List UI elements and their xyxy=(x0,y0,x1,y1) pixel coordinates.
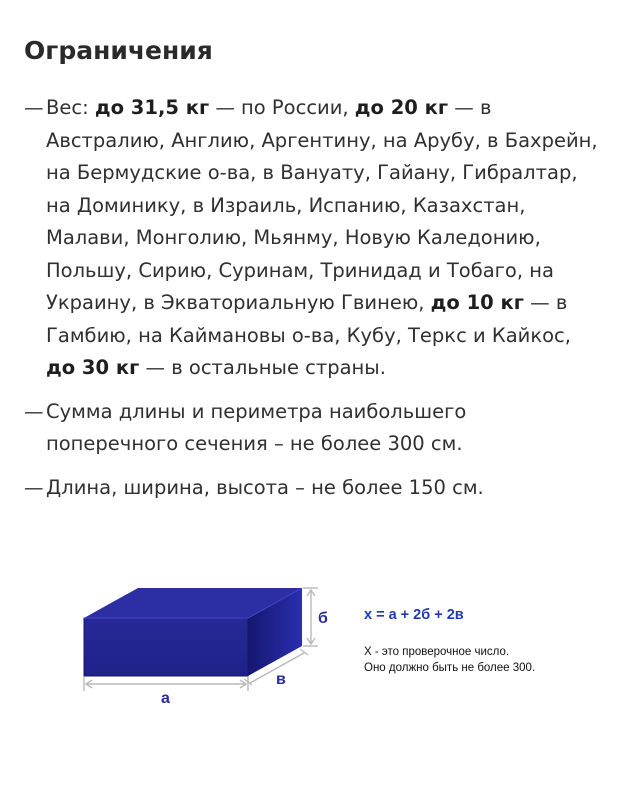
weight-text-4: — в Гамбию, на Каймановы о-ва, Кубу, Теркс и Кайкос, xyxy=(46,291,571,347)
weight-text-1: Вес: xyxy=(46,96,95,119)
weight-text-2: — по России, xyxy=(209,96,355,119)
weight-text-3: — в Австралию, Англию, Аргентину, на Арубу, в Бахрейн, на Бермудские о-ва, в Вануату, Гайану, Гибралтар, на Доминику, в Израиль, Испанию, Казахстан, Малави, Монголию, Мьянму, Новую Каледонию, Польшу, Сирию, Суринам, Тринидад и Тобаго, на Украину, в Экваториальную Гвинею, xyxy=(46,96,598,314)
label-a: а xyxy=(161,690,170,707)
restriction-sum xyxy=(24,396,604,461)
dimension-b xyxy=(303,588,318,646)
sum-text: Сумма длины и периметра наибольшего поперечного сечения – не более 300 см. xyxy=(46,399,467,455)
restriction-dimensions xyxy=(24,472,486,505)
list-dash: — xyxy=(24,96,44,119)
box-front-face xyxy=(84,618,248,676)
check-formula: x = a + 2б + 2в xyxy=(364,607,464,623)
weight-text-5: — в остальные страны. xyxy=(139,356,386,379)
weight-limit-10: до 10 кг xyxy=(430,291,524,314)
dimensions-text: Длина, ширина, высота – не более 150 см. xyxy=(46,475,484,499)
note-line-1: X - это проверочное число. xyxy=(364,646,510,658)
weight-limit-russia: до 31,5 кг xyxy=(94,96,210,119)
restriction-weight xyxy=(24,92,604,385)
restrictions-list xyxy=(24,92,604,515)
page-title: Ограничения xyxy=(24,36,213,65)
box-diagram xyxy=(0,560,620,740)
list-dash: — xyxy=(24,475,44,499)
formula-note xyxy=(364,644,535,676)
note-line-2: Оно должно быть не более 300. xyxy=(364,662,536,674)
dimension-a xyxy=(84,677,248,691)
label-b: б xyxy=(318,610,328,627)
weight-limit-30: до 30 кг xyxy=(46,356,140,379)
label-v: в xyxy=(276,671,286,688)
list-dash: — xyxy=(24,399,44,423)
weight-limit-20: до 20 кг xyxy=(354,96,449,119)
